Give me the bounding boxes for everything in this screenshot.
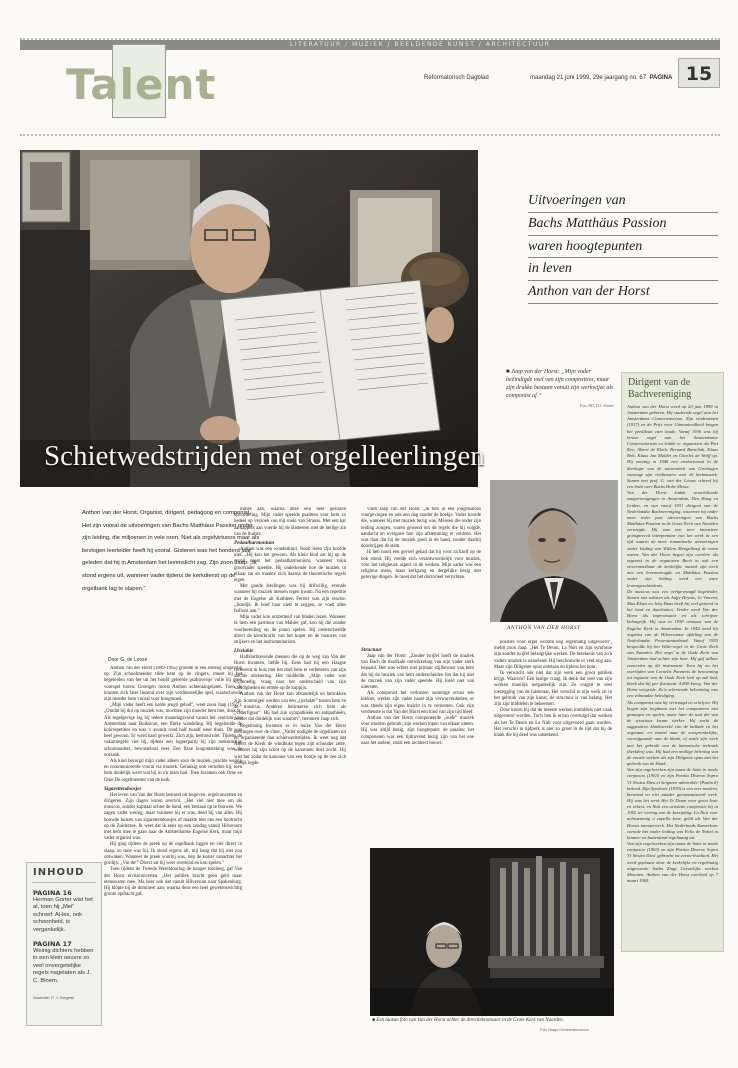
contents-box (26, 862, 102, 1026)
subheading: IJsvlakte (234, 648, 254, 655)
caption-bullet-icon: ■ (372, 1018, 377, 1023)
pullquote (528, 190, 718, 304)
date-line: maandag 21 juni 1999, 29e jaargang no. 67 PAGINA (530, 75, 673, 81)
contents-title: INHOUD (33, 867, 85, 878)
pullquote-line: Bachs Matthäus Passion (528, 213, 718, 236)
main-photo (20, 150, 478, 487)
portrait-illustration (490, 480, 618, 622)
sidebar-title: Dirigent van de Bachvereniging (628, 377, 692, 400)
contents-item-heading: PAGINA 16 (33, 889, 72, 897)
bottom-photo-credit: Foto Haags Gemeentemuseum (540, 1028, 589, 1032)
headline: Schietwedstrijden met orgelleerlingen (44, 440, 485, 472)
body-column-1: Anthon van der Horst (1899-1965) groeide in een streeng omgeving op. Zijn schoolmeester tikte hem op de vingers, moest hij het begeleiden van het uit het hoofd geleerde psalmversje volle bij geen voorspel horen. Groeigen moest Anthon achteraangelaten. Toen de kranten zich later liezend over zijn verdienstelijke spel, waarschuwde zijn moeder hem vooral voor hoogmoed. „Mijn vader heeft een harde jeugd gehad”, weet zoon Jaap (1927). „Omdat hij dol op muziek was, mochten zijn moeder hem niet, druk ik. Als regelgevige lag hij iedere maandagavond vanuit het centrum van Amsterdam naar Buiksloot, een flinke wandeling. Hij begeleidde de koorrepetities en was 's avonds rond half twaalf weer thuis. Dit was heel gewoon. Er werd hard gewerkt. Zich zijn, bestond niet. Tijdens de vakantiegeld viel hij, tijdens een logeerpartij bij zijn toekomstige schoonouders, bewusteloos neer. Een fikse longontsteking was de oorzaak. Als kind bezorgd mijn vader alleen voor de muziek, prachte weinig en communiceerde vooral via muziek. Gelukkig ook vertolkte hij, toen hem duidelijk werd wat hij in z'n mars had. Toen kwamen ook Ome en Ome De orgelmeester van de kerk. Sigarettendoosjes Het leven van Van der Horst bestond uit lesgeven, orgelconcerten en dirigeren. Zijn dagen waren overvol. „Het viel niet mee om als musicus, zonder kapitaal achter de hand, een bestaan op te bouwen. We zagen vader weinig, maar wanneer hij er was, deed hij van alles. Hij bouwde huizen van sigarettendoosjes of maakte met ons een bootrocht op de Zuiderzee. Ik weet dat ik eens op een zondag vanuit Hilversum met hem mee te gaan naar de Amsterdamse Engelse Kerk, maar mijn vader organist was. Hij ging tijdens de preek op de orgelbank liggen en viel direct in slaap, zo moe was hij. Ik stond ergens uit, mij bang dat hij niet zou ontwaken. Wanneer de preek voorbij was, riep de koster vanachter het gordijn: „Vin de!” Direct sat hij weer overeind en kon spelen.” Toen tijdens de Tweede Wereldoorlog de honger toesloeg, gaf Van der Horst eivitaconcerten. „Het publiek bracht geen geld maar etenswaren mee. Ma heer ook dat vanuit Hilversum naar Spakenburg. Hij klopte bij de domineer aan, waarna deze een heel gewetenswichtig groote opdracht gaf. (104, 666, 242, 898)
article-intro: Anthon van der Horst. Organist, dirigent, pedagoog en componist. Het zijn vooral de uitvoeringen van Bachs Matthäus Passion onder zijn leiding, die miljoenen in vele oren. Niet als orgelvirtuoos maar als bevlogen leerleider heeft hij vooral. Gisteren was het honderd jaar geleden dat hij in Amsterdam het levenslicht zag. Zijn zoon Jaap: „Ik stond ergens uit, wanneer vader tijdens de kerkdienst op de orgelbank lag te slapen.” (82, 510, 260, 592)
contents-item-text: Weinig dichters hebben in een klein oeuvre zo veel onvergetelijke regels nagelaten als J. C. Bloem. (33, 948, 94, 984)
sidebar-biography (621, 372, 724, 952)
subheading: Sigarettendoosjes (104, 785, 142, 792)
pullquote-line: waren hoogtepunten (528, 236, 718, 259)
caption-bullet-icon: ■ (506, 369, 512, 375)
contents-item-heading: PAGINA 17 (33, 940, 72, 949)
top-dotted-rule (20, 38, 720, 40)
portrait-caption: ANTHON VAN DER HORST (507, 625, 581, 631)
photo-credit: Foto RD, H.J. Sluiter (579, 403, 614, 408)
pullquote-line: Anthon van der Horst (528, 281, 718, 304)
pullquote-line: Uitvoeringen van (528, 190, 718, 213)
subheading: Structuur (361, 647, 382, 653)
main-photo-caption: ■ Jaap van der Horst: „Mijn vader beëindigde veel van zijn composities, maar zijn drukke bestaan vanuit zijn werkwijze als componist af.” Foto RD, H.J. Sluiter (506, 369, 614, 408)
body-column-4: posities voor orgel worden nog regelmatig uitgevoerd”, meldt zoon Jaap. „Het Te Deum, La Nuit en zijn symfonie zijn zonder twijfel belangrijke werken. De betekenis van zo'n vaders muziek is wisselend. Hij beschouwde er veel nog aan. Maar zijn Diligente opus ontstaan en tijdens het hout. Ik verwacht ook niet dat zijn werk een groot publiek krijgt. Waarom? Een lastige vraag. Ik denk dat veel van zijn werken moeilijk toegankelijk zijn. Ze vragen te veel toezegging van de luisteraar. Het verschil in zijn werk zit in het gebruik van zijn kunst, de structuur is van belang. Het zijn zijn middelen te beheersen. Door koorn hij dat de meeste werken inmiddels niet vaak uitgevoerd worden. Toch ben ik ervan overtuigd dat werken als het Te Deum en La Nuit voor uitgevoerd gaan worden. Het verschil in tijdperk is niet zo groot in de tijd dat hij de klank die hij deed was uitstekend. (494, 640, 612, 739)
byline: Door G. de Looze (108, 657, 148, 663)
pullquote-line: in leven (528, 258, 718, 281)
photo-illustration (20, 150, 478, 487)
bottom-photo-caption: ■ Een laatste foto van Van der Horst achter de directiekromsaar in de Grote Kerk van Naarden. (372, 1018, 564, 1023)
section-title: Talent (66, 60, 217, 109)
bottom-photo (370, 848, 614, 1016)
portrait-photo (490, 480, 618, 622)
illustration-credit: Illustratie: P. J. Siegemi (33, 995, 75, 1001)
body-column-3: vindt Jaap van der Horst. „Ik heb in een jongensboos vuurgevingen en ook een dag zonder de boekje. Vader hoorde die, wanneer hij met muziek bezig was. Mensen die onder zijn leiding zongen, waren gewend om de regels die hij volgde, aandacht en overgave hun zijn afstemming te voldoen. Het was daar dat hij de muziek goed in de hand, zonder daarbij doorkrijgen de stem. Ik heb nooit een gevoel gehad dat hij voor zichzelf op de bok stond. Hij voelde zich verantwoordelijk voor muziek, voor het religieuze aspect in de werken. Mijn vader was een religieus mens, maar kerkgang en dergelijke bezig met gelovige dingen. Je moet dat het doctorieel verrichten. (361, 507, 481, 581)
bottom-photo-illustration (370, 848, 614, 1016)
newspaper-name: Reformatorisch Dagblad (424, 75, 489, 81)
body-column-3-continued: Structuur Jaap van der Horst: „Zonder twijfel hoeft de muziek van Bach de muzikale ontwikkeling van zijn vader sterk bepaald. Het was echter niet primair stijlbewust van hem dat hij de muziek van hem onderscheiden liet dat hij niet de muziek van zijn vader speelde. Hij hield niet van uitersten. Als componist het verkiezen sommige ervan iets kleiner, werkte zijn vader naast zijn verworvenheden, er was steeds zijn eigen inzicht in te vernemen. Ook zijn verdienste is dat Van der Horst een kind van zijn tijd bleef. Anthon van der Horst componeerde „oude” muziek voor modern gebruik; zijn werken lopen van elkaar uiteen. Hij was altijd bezig, zijn hoogtepunt: de passies; het componeren was een tijdrovend bezig zijn van het ene naar het andere, zoals een architect bouwt. (361, 647, 474, 746)
body-column-2: minee aan, waarna deze een heel gesloten opvoedeling. Mijn vader speelde psalmen voor hem zo bedeel op verzoek van mij roeki van Strauss. Met een kar aardappels aan voerde hij de Batteeren met de heilige zin van de thuiste. Pedaalharmonium Anthon was een wonderkind. Nooit leren zijn hoofde niet. „Hij kon het gewoon. Als klein kind zat hij op de grond naast het pedaalharmonium, wanneer mijn grootvader speelde. Hij onderkende hoe de muziek in elkaar zat en maakte zich daarna de theoretische regels eigen. Met goede leerlingen was hij drifwillig, evenals wanneer hij muziek messen tegen kwam. Na een repetitie met de Engelse alt Kathleen Ferrier was zijn reactie: „Jezelijk. Ik hoef haar niets te zeggen, ze voelt alles feilloos aan.” Mijn vader kon ontzettend van bladen lezen. Wanneer ik hem een partituur van Mahler gaf, kon hij die zonder voorbereiding op de piano spelen. Hij onderscheidde direct de kleurkracht van het koper en de nuances van strijkers en het instrumentarium. IJsvlakte Halfslachtevende mensen die op de weg van Van der Horst kwamen, liefde hij. Eens had hij een Haagse recensent in huis met het doel hem te verbeteren van zijn slechte advisering. Het middelde. „Mijn vader was vrijmoedig, vraag naar het onderscheid van zijn vaardigheden en ermee op de koppijn. Anthon van der Horst kon afstandelijk en betrokken zijn. Sommigen werden van een „ijsvlakte” tussen hem en de musicus. Anderen herinneren zich hem als „vaderfiguur”. Hij had zijn sympathieën en antipathieën, zonder dat duidelijk was waarom”, herinnert Jaap zich. Regelmatig kwamen er in huize Van der Horst leerlingen over de vloer. „Vader nodigde de orgellisten uit en organiseerde dan schietwedstrijden. Ik weet nog dat Albert de Klerk de windbuks tegen zijn schouder zette, wanneer hij zijn schot op de kanonnen doel zocht. Hij wist het zodat de kanonne van een bootje op de zee zich vrolijk legde. (234, 507, 346, 766)
page-number: 15 (678, 58, 720, 88)
subheading: Pedaalharmonium (234, 540, 275, 547)
section-band-text: LITERATUUR / MUZIEK / BEELDENDE KUNST / ARCHITECTUUR (290, 41, 551, 48)
sidebar-body: Anthon van der Horst werd op 20 juni 1899 in Amsterdam geboren. Hij studeerde orgel aan het Amsterdams Conservatorium. Zijn eindexamen (1917) en de Prijs voor Uitmuntendheid kregen het predikaat cum laude. Vanaf 1936 was hij leraar orgel aan het Amsterdamse Conservatorium en leidde er organisten als Piet Kee, Albert de Klerk, Bernard Bartelink, Klaas Bolt, Klaas Jan Mulder en Charles de Wolff op. Hij ontving in 1946 een eredoctoraat in de theologie van de universiteit van Groningen vanwege zijn verdiensten voor de kerkmuziek. Samen met prof. G. van der Leeuw schreef hij een boek over Bachs Hohe Messe. Van der Horst leidde verschillende zangverenigingen in Amsterdam, Den Haag en Leiden, en van vanaf 1931 dirigent van de Nederlandse Bachvereniging, waarmee hij onder meer ieder jaar uitvoeringen van Bachs Matthäus Passion in de Grote Kerk van Naarden verzorgde. Hij was een zeer intensieve geinspireerd interpretator van het werk in een tijd waarin de meer romantische uitvoeringen onder leiding van Willem Mengelberg de norm waren. Van der Horst begon zijn carrière als organist in de organisten Bach in ook een onvermoeibaar de kerkelijke muziek zijn werk met een levensvreugde en Matthäus Passion onder zijn leiding werd een ware levensgeschiedenis. De musicus was een veelgevraagd begeleider. Samen met solisten als Aafje Heynis, Jo Vincent, Max Kloos en Jetty Baas heeft hij veel getoerd in het land en daarbuiten. Verder werd Van der Horst als improvisator en als schrijver belangrijk. Hij was in 1938 winnaar van de Engelse Kerk in Amsterdam. In 1944 werd hij organist van de Hilversumse afdeling van de Nederlandse Protestantenbond. Vanaf 1955 bespeelde hij het Witte-orgel in de Grote Kerk van Naarden. Het orgel in de Oude Kerk van Amsterdam had achter zijn hart. Hij gaf talloze concerten op dit instrument. Toen hij na het overlijden van Cornelis Pannevis de benoeming tot organist van de Oude Kerk leek op zak had, bleek dat hij per fluctuatie 4.800 kreeg. Van der Horst weigerde. Zo'n schreiende belonining was een volmaakte belediging. Als componist was hij vertraagd en schrijver. Hij begon zijn loopbaan met het componeren met gezangen en spelen, maar later de taal die van de structuur kwam sterker. Hij zocht de suggestieve klankwereld van de ballade en het organum, en vooral naar de oorspronkelijke, voorafgaande aan de klank, of zoals zijn werk met het gebruik van de kanonische techniek (beelden) was. Hij had een mollige beleving van de vocale werken als zijn Diligente opus met het gebruik van de klank. Van zijn orgelwerken zijn naast de Suite in modo conjuncto (1963) en zijn Partita Diverso Sopra 'O Nostra Dieu et Seigneur admirable' (Psalm 8) bekend. Zijn Symfonie (1939) is een zeer modern, beroemd en niet minder geromantiseerd werk. Hij was het werk Het Te Deum voor groot koor en orkest, en Nuit een artisieke compositie bij in 1965 ter viering van de bevrijding. La Nuit voor achtstemmig a capella koor, geldt als Van der Horsts meesterwerk. Het Nederlands Kamerkoor vormde het onder leiding van Felix de Nobel in binnen- en buitenland regelmatig uit. Van zijn orgelwerken zijn naast de Suite in modo conjuncto (1963) en zijn Partita Diverso Sopra 'O Nostra Dieu' gebracht tot eerste-kwaliteit. Het werd geplaatst door de kerkelijke en regelmatig uitgevoerde Sachs Zingt Geestelijke werken Motetten. Anthon van der Horst overleed op 7 maart 1965. (627, 404, 718, 884)
masthead-dotted-rule (20, 134, 720, 136)
contents-item-text: Herman Gorter wist het al, toen hij „Mei” schreef: Al-les, ook schoonheid, is vergankelijk. (33, 897, 93, 933)
